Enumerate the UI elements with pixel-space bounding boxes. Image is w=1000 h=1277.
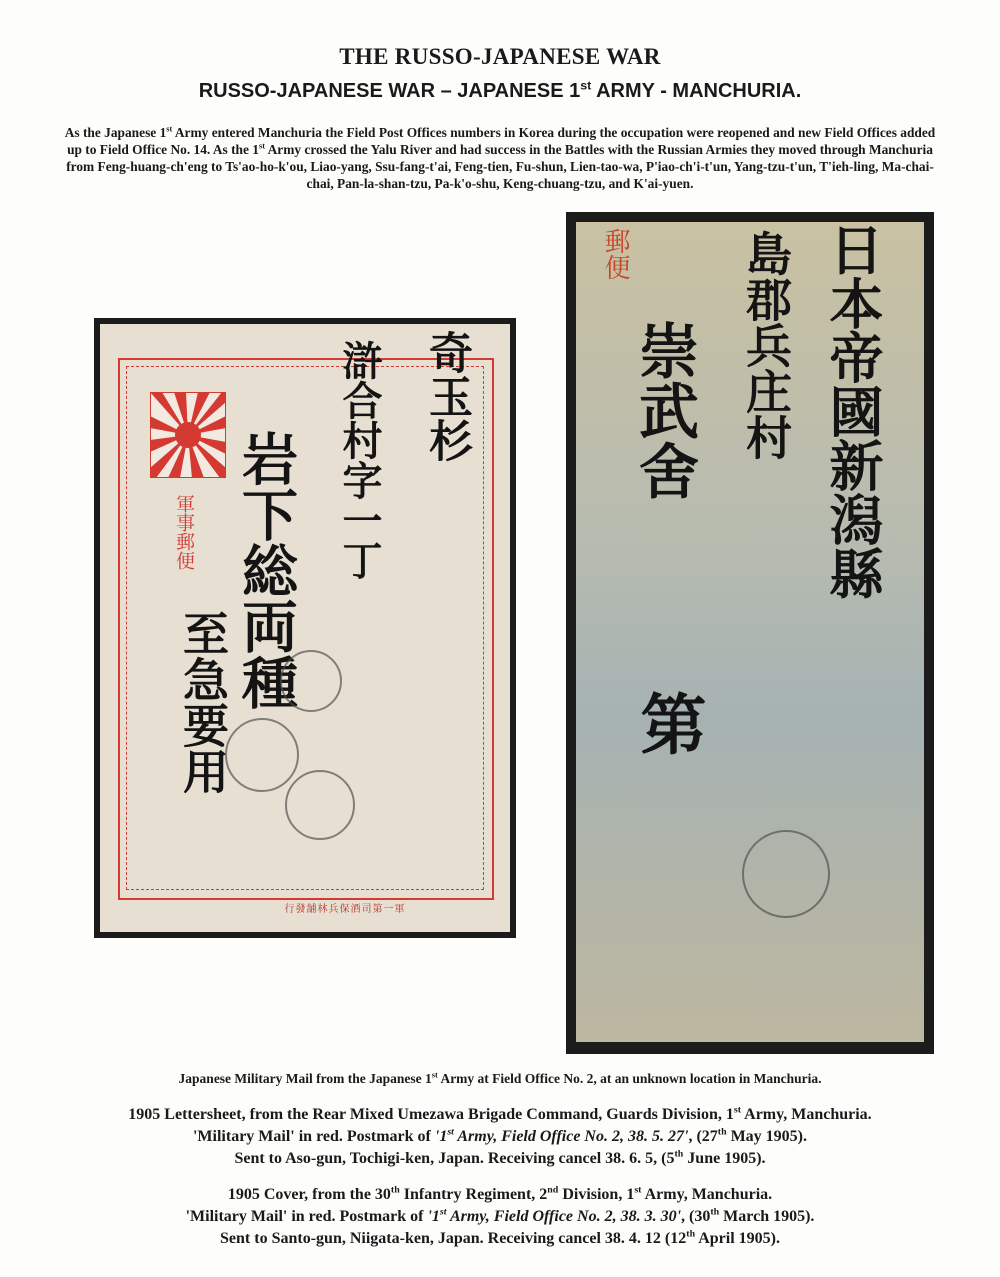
card-printer-imprint: 行發舗林兵保酒司第一軍: [284, 904, 406, 915]
card-handwriting-col-3: 岩下総両種: [233, 430, 299, 710]
envelope-handwriting-col-2: 島郡兵庄村: [739, 230, 793, 460]
cover-description: 1905 Cover, from the 30th Infantry Regiment, 2nd Division, 1st Army, Manchuria. 'Military Mail' in red. Postmark of '1st Army, Field Office No. 2, 38. 3. 30', (30th March 1905). Sent to Santo-gun, Niigata-ken, Japan. Receiving cancel 38. 4. 12 (12th April 1905).: [185, 1184, 815, 1247]
card-handwriting-col-4: 至急要用: [176, 610, 230, 794]
postmark-circle: [225, 718, 299, 792]
page-subtitle: RUSSO-JAPANESE WAR – JAPANESE 1st ARMY - MANCHURIA.: [198, 78, 802, 102]
military-mail-red-label: 軍事郵便: [173, 494, 194, 570]
exhibit-caption: Japanese Military Mail from the Japanese 1st Army at Field Office No. 2, at an unknown location in Manchuria.: [178, 1070, 822, 1086]
envelope-handwriting-col-1: 日本帝國新潟縣: [821, 222, 885, 600]
lettersheet-description: 1905 Lettersheet, from the Rear Mixed Umezawa Brigade Command, Guards Division, 1st Army, Manchuria. 'Military Mail' in red. Postmark of '1st Army, Field Office No. 2, 38. 5. 27', (27th May 1905). Sent to Aso-gun, Tochigi-ken, Japan. Receiving cancel 38. 6. 5, (5th June 1905).: [128, 1104, 872, 1167]
intro-paragraph: As the Japanese 1st Army entered Manchuria the Field Post Offices numbers in Korea during the occupation were reopened and new Field Offices added up to Field Office No. 14. As the 1st Army crossed the Yalu River and had success in the Battles with the Russian Armies they moved through Manchuria from Feng-huang-ch'eng to Ts'ao-ho-k'ou, Liao-yang, Ssu-fang-t'ai, Feng-tien, Fu-shun, Lien-tao-wa, P'iao-ch'i-t'un, Yang-tzu-t'un, T'ieh-ling, Ma-chai-chai, Pan-la-shan-tzu, Pa-k'o-shu, Keng-chuang-tzu, and K'ai-yuen.: [64, 124, 936, 191]
envelope-handwriting-col-4: 第: [629, 690, 707, 756]
card-handwriting-col-2: 滸合村字一丁: [336, 340, 383, 580]
card-handwriting-col-1: 奇玉杉: [421, 330, 472, 462]
postmark-circle: [280, 650, 342, 712]
page-title: THE RUSSO-JAPANESE WAR: [339, 44, 661, 69]
postmark-circle: [742, 830, 830, 918]
military-mail-red-label: 郵便: [601, 228, 630, 280]
postmark-circle: [285, 770, 355, 840]
rising-sun-flag-icon: [150, 392, 226, 478]
envelope-handwriting-col-3: 崇武舍: [629, 320, 699, 500]
